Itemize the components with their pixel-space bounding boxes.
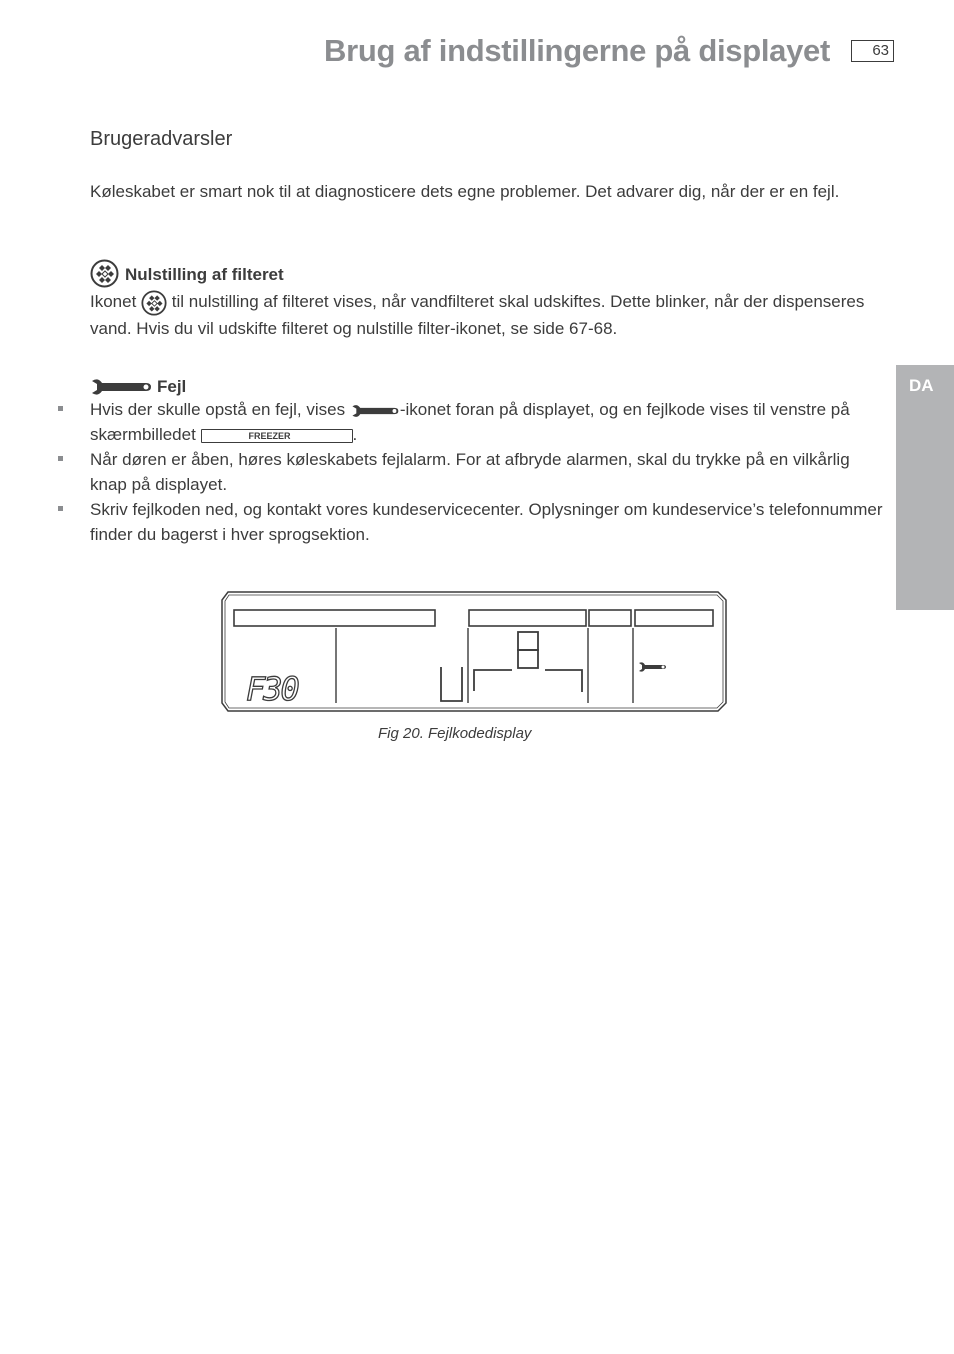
bullet-marker xyxy=(58,406,63,411)
fault-bullet-2: Når døren er åben, høres køleskabets fejlalarm. For at afbryde alarmen, skal du trykke på en vilkårlig knap på displayet. xyxy=(90,450,850,494)
language-tab-label: DA xyxy=(909,376,934,395)
display-digit-segment xyxy=(518,632,538,650)
display-segment xyxy=(545,670,582,692)
freezer-label-box xyxy=(201,429,353,443)
bullet-1-text-start: Hvis der skulle opstå en fejl, vises xyxy=(90,400,346,419)
page-title: Brug af indstillingerne på displayet xyxy=(324,33,830,68)
display-segment-bar xyxy=(469,610,586,626)
wrench-icon xyxy=(639,662,666,671)
filter-paragraph xyxy=(90,289,890,341)
display-frame-inner xyxy=(225,595,723,708)
filter-icon xyxy=(141,290,167,316)
bullet-marker xyxy=(58,456,63,461)
display-digit-segment xyxy=(518,650,538,668)
display-segment xyxy=(474,670,512,691)
freezer-label: FREEZER xyxy=(248,430,291,441)
fault-heading: Fejl xyxy=(157,377,187,396)
figure-caption: Fig 20. Fejlkodedisplay xyxy=(378,725,532,742)
fault-code-display-figure xyxy=(220,590,730,715)
section-heading: Brugeradvarsler xyxy=(90,128,233,150)
display-error-code: F30 xyxy=(246,670,298,708)
filter-text-end: til nulstilling af filteret vises, når vandfilteret skal udskiftes. Dette blinker, når der dispenseres vand. Hvis du vil udskifte filteret og nulstille filter-ikonet, se side 67-68. xyxy=(90,292,865,338)
bullet-marker xyxy=(58,506,63,511)
display-segment-bar xyxy=(635,610,713,626)
bullet-1-text-end: . xyxy=(352,425,358,444)
fault-bullet-1 xyxy=(90,397,890,447)
display-u-segment xyxy=(441,667,462,701)
bullet-1-text-mid: -ikonet foran på displayet, og en fejlkode vises til venstre på skærmbilledet xyxy=(90,400,850,444)
language-tab xyxy=(896,365,954,610)
page-number: 63 xyxy=(851,40,894,62)
filter-icon xyxy=(90,259,119,288)
wrench-icon xyxy=(90,378,152,396)
wrench-icon xyxy=(350,404,400,418)
filter-text-start: Ikonet xyxy=(90,292,137,311)
intro-paragraph: Køleskabet er smart nok til at diagnosticere dets egne problemer. Det advarer dig, når der er en fejl. xyxy=(90,182,840,201)
filter-heading: Nulstilling af filteret xyxy=(125,265,284,284)
fault-bullet-3: Skriv fejlkoden ned, og kontakt vores kundeservicecenter. Oplysninger om kundeservice’s telefonnummer finder du bagerst i hver sprogsektion. xyxy=(90,500,883,544)
display-segment-bar xyxy=(234,610,435,626)
display-segment-bar xyxy=(589,610,631,626)
